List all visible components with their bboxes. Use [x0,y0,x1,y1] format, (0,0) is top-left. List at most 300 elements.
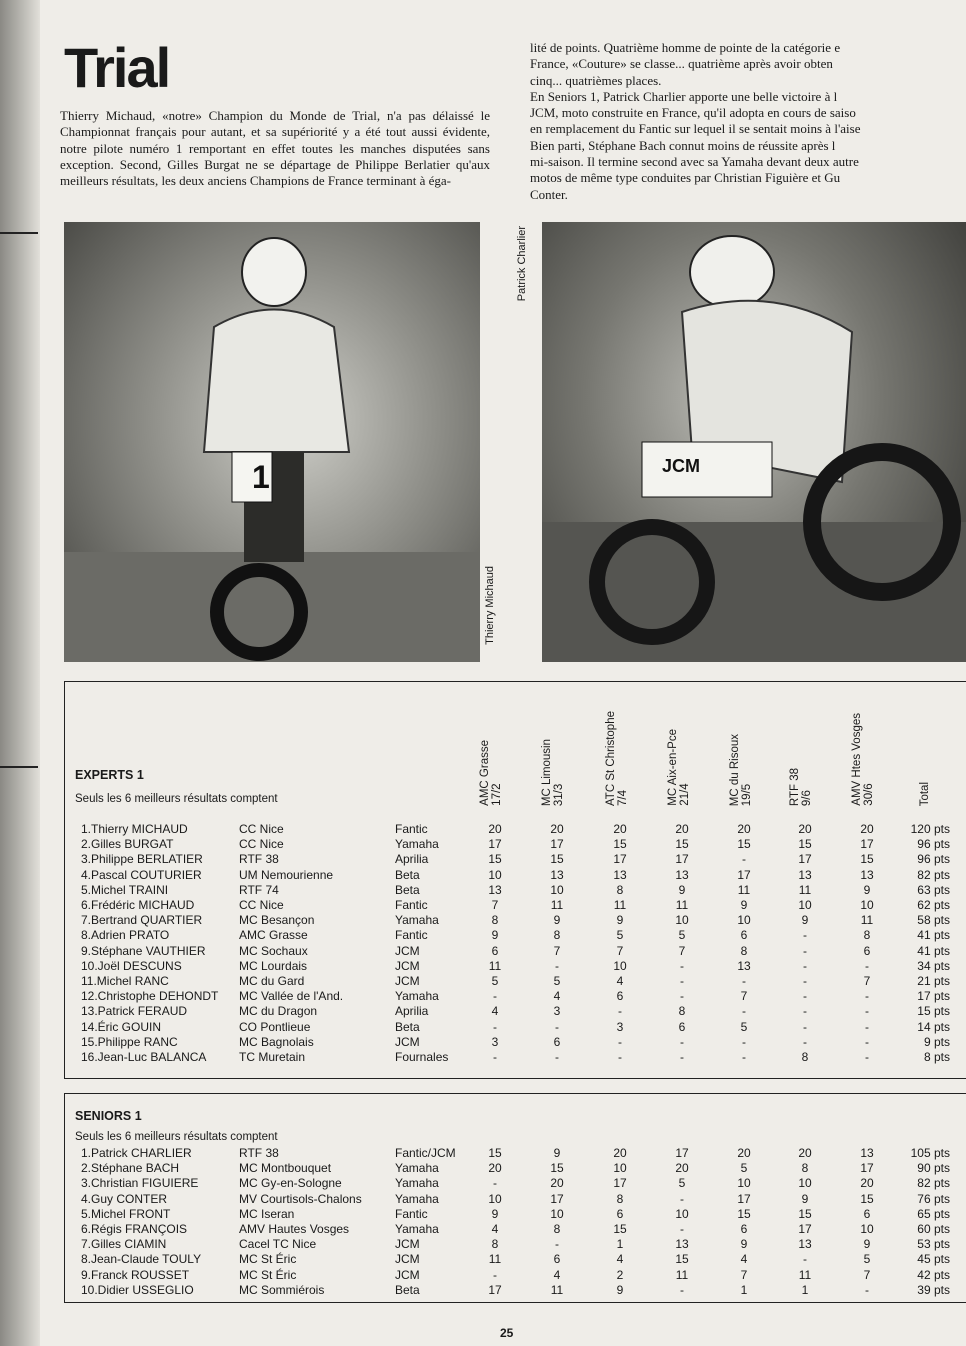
table-row [65,868,966,883]
round-points: 17 [798,1222,812,1236]
rider-name: 8.Adrien PRATO [81,928,170,943]
motorcycle-make: JCM [395,1252,420,1267]
round-points: 9 [553,913,561,928]
total-points: 41 pts [917,943,950,958]
total-points: 9 pts [923,1034,950,1049]
round-points: - [803,1019,807,1034]
caption-thierry-michaud: Thierry Michaud [484,566,496,645]
round-points: 13 [737,958,751,973]
club-name: MC Montbouquet [239,1161,332,1176]
round-points: - [555,1050,559,1064]
svg-text:1: 1 [252,459,270,495]
round-points: - [865,1282,869,1297]
round-points: 8 [553,928,561,943]
round-points: 8 [801,1161,809,1176]
intro-right-column: lité de points. Quatrième homme de pointe de la catégorie e France, «Couture» se classe... quatrième après avoir obten cinq... quatrièmes places. En Seniors 1, Patrick Charlier apporte une belle victoire à l JCM, moto construite en France, qu'il adopta en cours de saiso en remplacement du Fantic sur lequel il se sentait moins à l'aise Bien parti, Stéphane Bach connut moins de réussite après l mi-saison. Il termine second avec sa Yamaha devant deux autre motos de même type conduites par Christian Figuière et Gu Conter. [530,40,861,202]
round-points: 11 [798,882,812,897]
round-points: - [618,1034,622,1049]
round-points: - [680,974,684,988]
round-points: 10 [737,913,751,928]
total-points: 96 pts [917,852,950,867]
round-points: 7 [616,943,624,958]
rider-name: 6.Régis FRANÇOIS [81,1222,188,1236]
round-points: 3 [553,1004,561,1019]
round-points: - [493,1176,497,1191]
round-points: 10 [550,882,564,897]
photo-thierry-michaud [64,222,480,662]
club-name: MC St Éric [239,1252,297,1267]
round-points: 3 [616,1019,624,1034]
round-points: 9 [801,913,809,928]
experts-section-title: EXPERTS 1 [75,768,144,782]
column-header: AMV Htes Vosges 30/6 [851,713,875,806]
table-row [65,1176,966,1191]
round-points: 7 [863,974,871,988]
motorcycle-make: JCM [395,1267,420,1282]
total-points: 62 pts [917,898,950,912]
rider-name: 2.Stéphane BACH [81,1161,180,1176]
round-points: 7 [863,1267,871,1282]
total-points: 14 pts [917,1019,950,1034]
total-points: 58 pts [917,913,950,928]
club-name: MC Iseran [239,1206,295,1221]
round-points: - [803,989,807,1004]
table-row [65,913,966,928]
round-points: 13 [675,867,689,882]
motorcycle-make: Yamaha [395,913,439,928]
club-name: MC Besançon [239,913,315,928]
round-points: 11 [550,1282,564,1297]
round-points: 10 [488,1191,502,1206]
table-row [65,1222,966,1237]
round-points: 5 [491,974,499,988]
table-row [65,837,966,852]
column-header: RTF 38 9/6 [789,767,813,806]
rider-name: 13.Patrick FERAUD [81,1004,188,1019]
photo-patrick-charlier [542,222,966,662]
total-points: 105 pts [910,1146,950,1160]
rider-name: 4.Pascal COUTURIER [81,867,202,882]
page-number: 25 [500,1326,514,1340]
total-points: 21 pts [917,974,950,988]
round-points: 7 [491,898,499,912]
round-points: 6 [553,1252,561,1267]
round-points: 20 [488,822,502,836]
column-header: MC Limousin 31/3 [541,738,565,806]
table-row [65,1283,966,1298]
round-points: - [865,958,869,973]
club-name: TC Muretain [239,1050,306,1064]
table-row [65,1004,966,1019]
motorcycle-make: Yamaha [395,1176,439,1191]
motorcycle-make: JCM [395,1034,420,1049]
round-points: 5 [616,928,624,943]
round-points: 9 [616,1282,624,1297]
seniors-section-title: SENIORS 1 [75,1109,142,1123]
table-row [65,1268,966,1283]
round-points: 10 [613,1161,627,1176]
round-points: - [865,1050,869,1064]
club-name: RTF 74 [239,882,279,897]
motorcycle-make: Yamaha [395,989,439,1004]
round-points: 10 [550,1206,564,1221]
round-points: - [803,928,807,943]
round-points: 10 [675,1206,689,1221]
round-points: 20 [675,822,689,836]
round-points: 15 [550,1161,564,1176]
motorcycle-make: Beta [395,1019,420,1034]
round-points: - [493,989,497,1004]
round-points: 11 [737,882,751,897]
round-points: - [680,1191,684,1206]
round-points: - [742,852,746,867]
round-points: 4 [491,1004,499,1019]
seniors-table [64,1093,966,1303]
total-points: 17 pts [917,989,950,1004]
round-points: 17 [613,1176,627,1191]
caption-patrick-charlier: Patrick Charlier [516,226,528,302]
round-points: 8 [491,1237,499,1252]
round-points: 13 [798,1237,812,1252]
rider-name: 7.Gilles CIAMIN [81,1237,167,1252]
round-points: 20 [860,1176,874,1191]
round-points: 10 [798,898,812,912]
rider-illustration [64,222,480,662]
table-row [65,1252,966,1267]
round-points: - [618,1050,622,1064]
round-points: 20 [798,1146,812,1160]
motorcycle-make: Yamaha [395,1191,439,1206]
round-points: - [680,1222,684,1236]
round-points: 9 [491,928,499,943]
rider-name: 3.Philippe BERLATIER [81,852,203,867]
round-points: 7 [740,1267,748,1282]
round-points: 15 [675,1252,689,1267]
round-points: 6 [863,943,871,958]
column-header: ATC St Christophe 7/4 [605,710,629,806]
round-points: 20 [675,1161,689,1176]
rider-name: 5.Michel TRAINI [81,882,169,897]
table-row [65,974,966,989]
round-points: 17 [613,852,627,867]
round-points: 1 [801,1282,809,1297]
round-points: - [493,1267,497,1282]
experts-column-headers [65,682,966,806]
total-points: 15 pts [917,1004,950,1019]
round-points: - [803,943,807,958]
table-row [65,1192,966,1207]
round-points: 6 [740,1222,748,1236]
round-points: 20 [488,1161,502,1176]
round-points: 5 [553,974,561,988]
round-points: - [803,1252,807,1267]
round-points: 17 [675,1146,689,1160]
round-points: 10 [737,1176,751,1191]
table-row [65,898,966,913]
round-points: 15 [613,837,627,852]
club-name: MC Gy-en-Sologne [239,1176,342,1191]
intro-left-column: Thierry Michaud, «notre» Champion du Monde de Trial, n'a pas délaissé le Championnat français pour autant, et sa supériorité y a été tout aussi évidente, notre pilote numéro 1 remportant en effet toutes les manches disputées sans exception. Second, Gilles Burgat ne se départage de Philippe Berlatier qu'aux meilleurs résultats, les deux anciens Champions de France terminant à éga- [60,108,490,189]
round-points: 11 [798,1267,812,1282]
rider-name: 6.Frédéric MICHAUD [81,898,195,912]
round-points: - [680,1282,684,1297]
round-points: 13 [488,882,502,897]
experts-section-note: Seuls les 6 meilleurs résultats comptent [75,793,278,805]
column-header: MC Aix-en-Pce 21/4 [667,729,691,806]
round-points: - [803,1004,807,1019]
round-points: 17 [488,837,502,852]
round-points: 20 [613,1146,627,1160]
table-row [65,1207,966,1222]
motorcycle-make: Fantic [395,1206,428,1221]
round-points: 5 [863,1252,871,1267]
round-points: 5 [678,928,686,943]
table-row [65,1161,966,1176]
rider-name: 1.Patrick CHARLIER [81,1146,192,1160]
total-points: 53 pts [917,1237,950,1252]
club-name: AMV Hautes Vosges [239,1222,350,1236]
rider-name: 11.Michel RANC [81,974,169,988]
round-points: 15 [860,1191,874,1206]
round-points: 20 [798,822,812,836]
round-points: 9 [863,882,871,897]
round-points: 17 [860,837,874,852]
round-points: - [555,958,559,973]
club-name: MV Courtisols-Chalons [239,1191,362,1206]
round-points: 8 [863,928,871,943]
motorcycle-make: JCM [395,1237,420,1252]
round-points: 11 [860,913,874,928]
motorcycle-make: Fournales [395,1050,449,1064]
round-points: 10 [860,1222,874,1236]
round-points: 5 [740,1161,748,1176]
round-points: 15 [613,1222,627,1236]
club-name: CC Nice [239,822,284,836]
round-points: 9 [616,913,624,928]
club-name: UM Nemourienne [239,867,334,882]
round-points: 17 [737,1191,751,1206]
round-points: 11 [675,898,689,912]
total-points: 63 pts [917,882,950,897]
table-row [65,1035,966,1050]
table-row [65,1146,966,1161]
round-points: 4 [491,1222,499,1236]
round-points: - [803,958,807,973]
rider-name: 15.Philippe RANC [81,1034,178,1049]
round-points: 4 [616,974,624,988]
round-points: - [742,1034,746,1049]
total-points: 82 pts [917,867,950,882]
round-points: 8 [678,1004,686,1019]
round-points: - [680,989,684,1004]
round-points: 7 [678,943,686,958]
club-name: MC Bagnolais [239,1034,314,1049]
round-points: 7 [740,989,748,1004]
table-row [65,989,966,1004]
club-name: MC St Éric [239,1267,297,1282]
round-points: 11 [550,898,564,912]
table-row [65,1050,966,1065]
seniors-section-note: Seuls les 6 meilleurs résultats comptent [75,1131,278,1143]
round-points: 8 [553,1222,561,1236]
round-points: 10 [860,898,874,912]
rider-name: 9.Stéphane VAUTHIER [81,943,206,958]
round-points: 3 [491,1034,499,1049]
club-name: MC du Dragon [239,1004,318,1019]
round-points: 5 [740,1019,748,1034]
round-points: 15 [488,1146,502,1160]
rider-name: 7.Bertrand QUARTIER [81,913,203,928]
round-points: 8 [616,1191,624,1206]
club-name: CO Pontlieue [239,1019,311,1034]
round-points: 20 [550,822,564,836]
round-points: 6 [678,1019,686,1034]
round-points: 9 [553,1146,561,1160]
round-points: 15 [737,1206,751,1221]
experts-table [64,681,966,1079]
club-name: MC Vallée de l'And. [239,989,344,1004]
total-points: 45 pts [917,1252,950,1267]
round-points: 10 [798,1176,812,1191]
round-points: 1 [740,1282,748,1297]
round-points: 8 [616,882,624,897]
table-row [65,944,966,959]
round-points: 9 [801,1191,809,1206]
round-points: 20 [860,822,874,836]
round-points: 8 [801,1050,809,1064]
round-points: - [803,974,807,988]
round-points: 6 [740,928,748,943]
round-points: - [742,974,746,988]
total-points: 76 pts [917,1191,950,1206]
motorcycle-make: Aprilia [395,1004,429,1019]
round-points: 10 [613,958,627,973]
table-row [65,1237,966,1252]
rider-name: 2.Gilles BURGAT [81,837,174,852]
round-points: 13 [860,1146,874,1160]
round-points: 7 [553,943,561,958]
round-points: 9 [678,882,686,897]
round-points: - [742,1050,746,1064]
table-row [65,1020,966,1035]
round-points: - [680,1034,684,1049]
round-points: - [865,989,869,1004]
motorcycle-make: Yamaha [395,1161,439,1176]
total-points: 34 pts [917,958,950,973]
club-name: MC Sochaux [239,943,308,958]
gutter-rule [0,232,38,234]
round-points: 17 [550,837,564,852]
round-points: 15 [737,837,751,852]
round-points: 4 [740,1252,748,1267]
page-title: Trial [64,36,170,99]
round-points: 17 [675,852,689,867]
round-points: - [742,1004,746,1019]
table-row [65,822,966,837]
round-points: 15 [550,852,564,867]
motorcycle-make: JCM [395,943,420,958]
round-points: 15 [798,1206,812,1221]
club-name: Cacel TC Nice [239,1237,317,1252]
club-name: CC Nice [239,837,284,852]
table-row [65,959,966,974]
round-points: 17 [488,1282,502,1297]
rider-name: 8.Jean-Claude TOULY [81,1252,202,1267]
rider-name: 5.Michel FRONT [81,1206,171,1221]
round-points: 11 [675,1267,689,1282]
round-points: 17 [550,1191,564,1206]
total-points: 41 pts [917,928,950,943]
total-points: 39 pts [917,1282,950,1297]
total-points: 82 pts [917,1176,950,1191]
round-points: - [680,958,684,973]
svg-text:JCM: JCM [662,456,701,476]
total-points: 90 pts [917,1161,950,1176]
club-name: MC Lourdais [239,958,308,973]
round-points: - [618,1004,622,1019]
round-points: - [865,1034,869,1049]
round-points: 13 [613,867,627,882]
round-points: 17 [860,1161,874,1176]
round-points: 6 [491,943,499,958]
total-points: 96 pts [917,837,950,852]
motorcycle-make: JCM [395,958,420,973]
round-points: 11 [488,958,502,973]
club-name: CC Nice [239,898,284,912]
round-points: 8 [740,943,748,958]
round-points: 20 [613,822,627,836]
round-points: 20 [737,822,751,836]
motorcycle-make: Beta [395,882,420,897]
round-points: 20 [737,1146,751,1160]
motorcycle-make: Fantic [395,898,428,912]
gutter-rule [0,766,38,768]
rider-name: 1.Thierry MICHAUD [81,822,188,836]
round-points: 20 [550,1176,564,1191]
round-points: - [803,1034,807,1049]
rider-name: 12.Christophe DEHONDT [81,989,219,1004]
round-points: 1 [616,1237,624,1252]
table-row [65,883,966,898]
round-points: - [493,1050,497,1064]
round-points: 2 [616,1267,624,1282]
round-points: 4 [616,1252,624,1267]
motorcycle-make: JCM [395,974,420,988]
round-points: 17 [798,852,812,867]
club-name: RTF 38 [239,1146,279,1160]
club-name: AMC Grasse [239,928,308,943]
total-points: 65 pts [917,1206,950,1221]
round-points: 11 [488,1252,502,1267]
round-points: 17 [737,867,751,882]
round-points: 13 [798,867,812,882]
rider-name: 16.Jean-Luc BALANCA [81,1050,207,1064]
round-points: 4 [553,989,561,1004]
total-points: 60 pts [917,1222,950,1236]
club-name: MC du Gard [239,974,305,988]
column-header: Total [919,781,931,806]
round-points: - [865,1004,869,1019]
round-points: 8 [491,913,499,928]
motorcycle-make: Fantic [395,822,428,836]
round-points: 13 [675,1237,689,1252]
round-points: 6 [616,989,624,1004]
round-points: 15 [798,837,812,852]
motorcycle-make: Beta [395,1282,420,1297]
table-row [65,852,966,867]
round-points: 9 [863,1237,871,1252]
table-row [65,928,966,943]
